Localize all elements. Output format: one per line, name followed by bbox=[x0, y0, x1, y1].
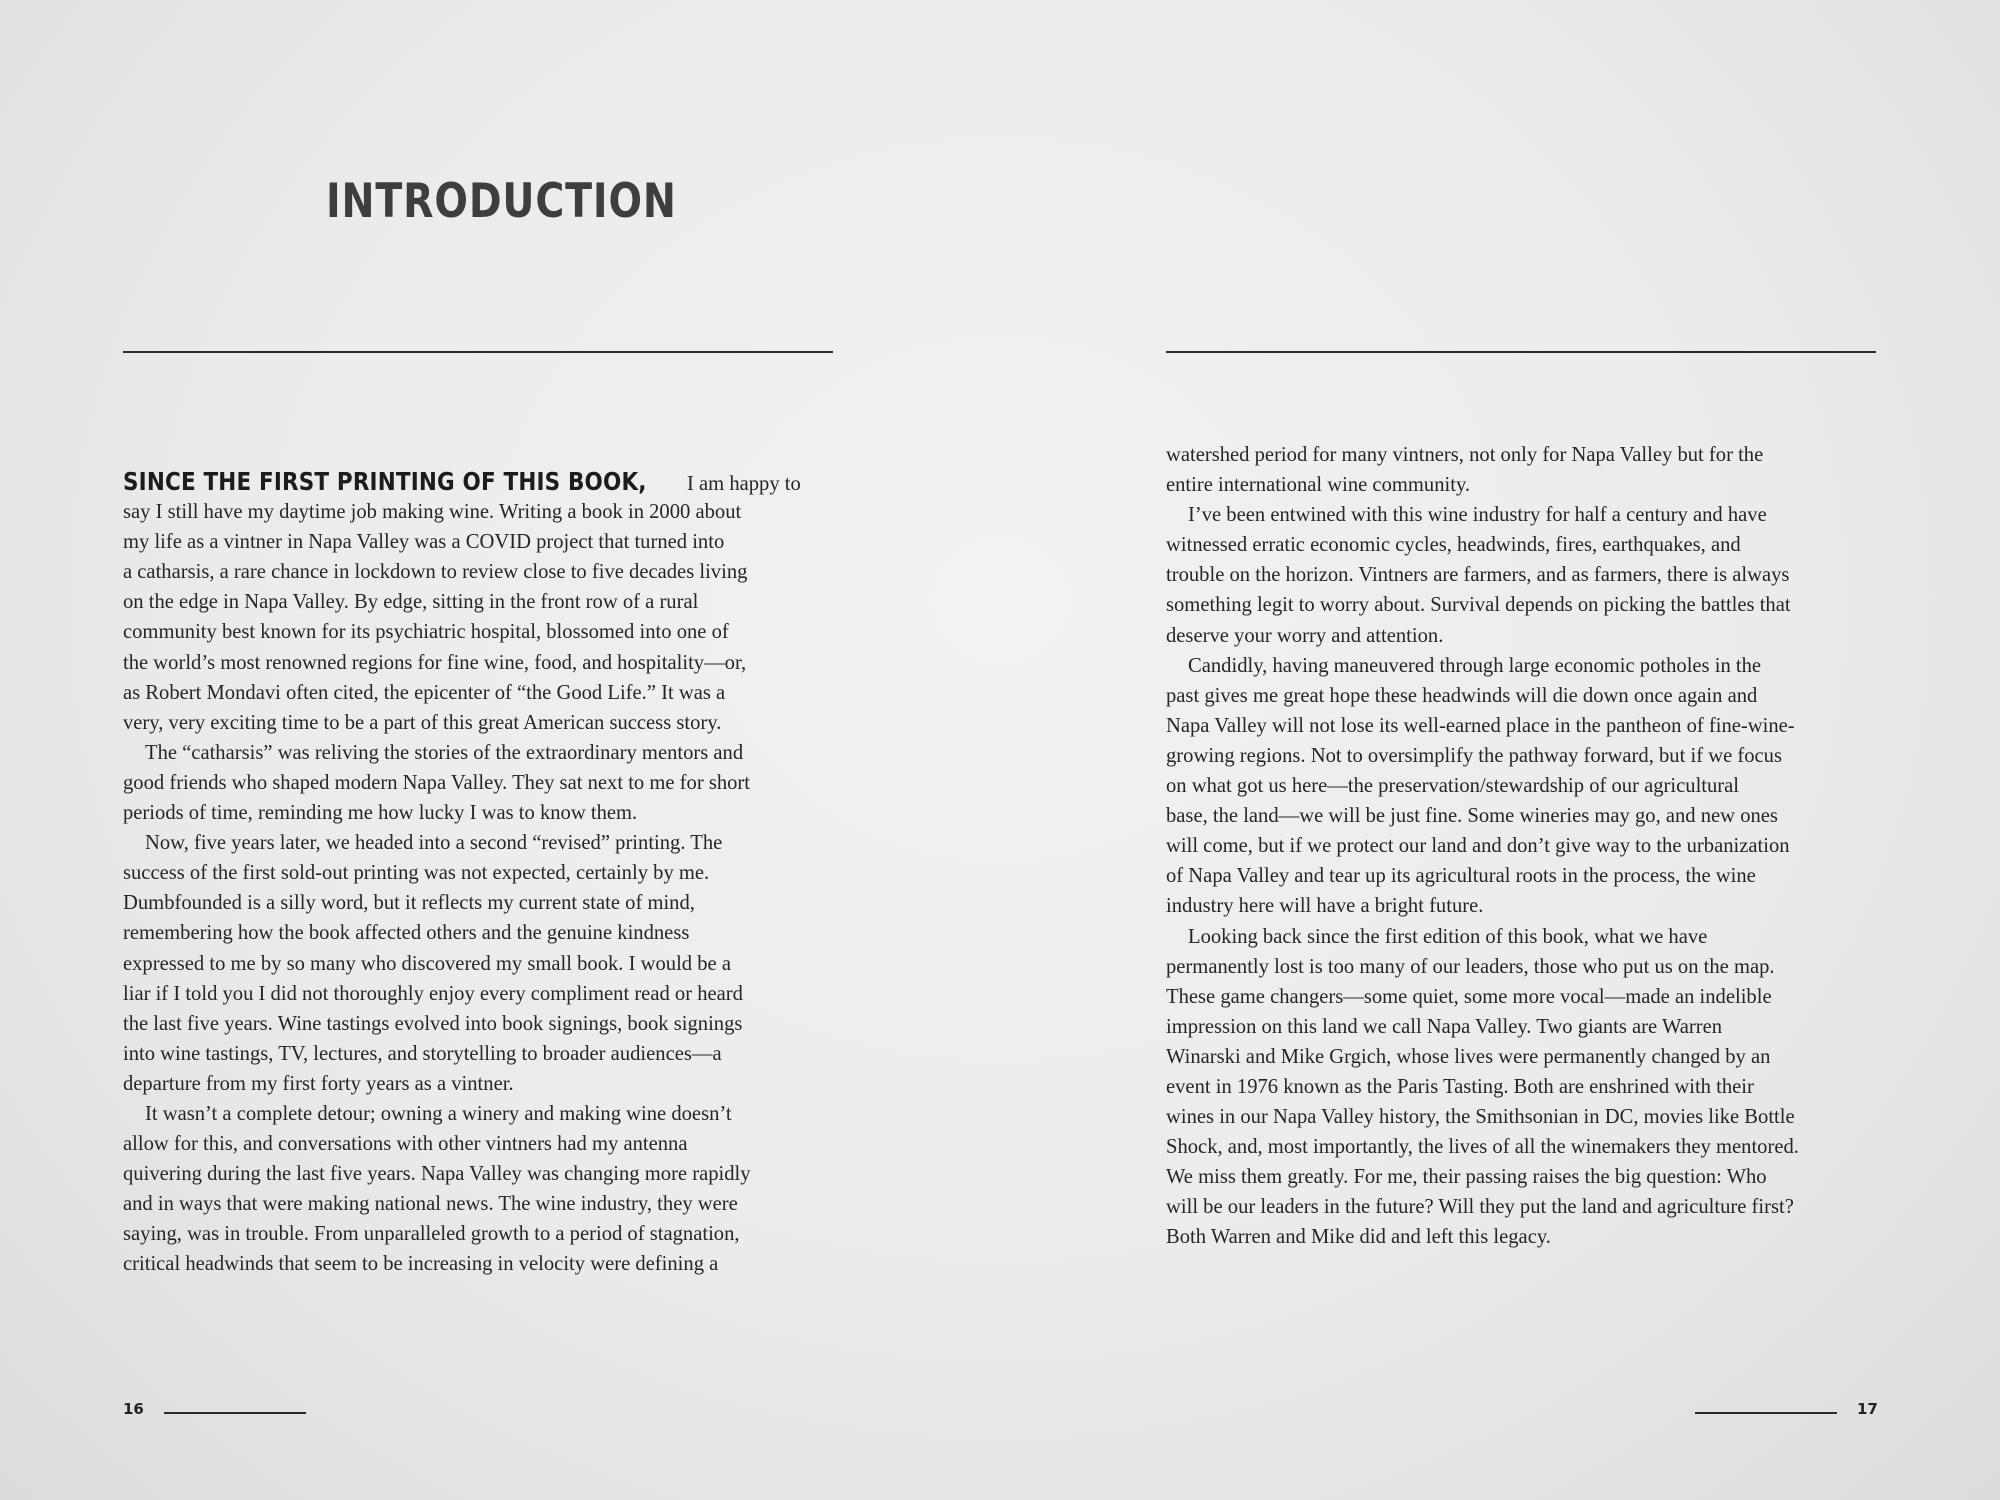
body-line: into wine tastings, TV, lectures, and storytelling to broader audiences—a bbox=[123, 1042, 722, 1065]
body-line: and in ways that were making national news. The wine industry, they were bbox=[123, 1193, 738, 1216]
body-line: a catharsis, a rare chance in lockdown to review close to five decades living bbox=[123, 561, 748, 584]
body-line: deserve your worry and attention. bbox=[1166, 624, 1444, 647]
body-line: base, the land—we will be just fine. Some wineries may go, and new ones bbox=[1166, 805, 1778, 828]
right-header-rule bbox=[1166, 351, 1876, 353]
body-line: Both Warren and Mike did and left this legacy. bbox=[1166, 1226, 1551, 1249]
body-line: Winarski and Mike Grgich, whose lives were permanently changed by an bbox=[1166, 1045, 1771, 1068]
body-line: impression on this land we call Napa Valley. Two giants are Warren bbox=[1166, 1015, 1723, 1038]
body-line: I’ve been entwined with this wine industry for half a century and have bbox=[1188, 504, 1767, 527]
body-line: remembering how the book affected others and the genuine kindness bbox=[123, 922, 690, 945]
body-line: will come, but if we protect our land and don’t give way to the urbanization bbox=[1166, 835, 1790, 858]
right-body-text bbox=[1166, 440, 1876, 1253]
body-line: on the edge in Napa Valley. By edge, sitting in the front row of a rural bbox=[123, 591, 699, 614]
body-line: as Robert Mondavi often cited, the epicenter of “the Good Life.” It was a bbox=[123, 681, 726, 704]
left-header-rule bbox=[123, 351, 833, 353]
body-line: witnessed erratic economic cycles, headwinds, fires, earthquakes, and bbox=[1166, 534, 1741, 557]
body-line: event in 1976 known as the Paris Tasting. Both are enshrined with their bbox=[1166, 1075, 1754, 1098]
chapter-title: INTRODUCTION bbox=[326, 174, 677, 229]
body-line: saying, was in trouble. From unparalleled growth to a period of stagnation, bbox=[123, 1223, 740, 1246]
body-line: allow for this, and conversations with other vintners had my antenna bbox=[123, 1133, 688, 1156]
body-line: periods of time, reminding me how lucky I was to know them. bbox=[123, 802, 638, 825]
body-line: industry here will have a bright future. bbox=[1166, 895, 1484, 918]
body-line: These game changers—some quiet, some more vocal—made an indelible bbox=[1166, 985, 1772, 1008]
body-line: good friends who shaped modern Napa Valley. They sat next to me for short bbox=[123, 771, 751, 794]
body-line-text: I am happy to bbox=[681, 473, 801, 495]
body-line: will be our leaders in the future? Will they put the land and agriculture first? bbox=[1166, 1196, 1794, 1219]
body-line: something legit to worry about. Survival depends on picking the battles that bbox=[1166, 594, 1791, 617]
body-line: the world’s most renowned regions for fine wine, food, and hospitality—or, bbox=[123, 651, 747, 674]
page-number-left: 16 bbox=[123, 1400, 144, 1418]
body-line: liar if I told you I did not thoroughly enjoy every compliment read or heard bbox=[123, 982, 743, 1005]
body-line: of Napa Valley and tear up its agricultural roots in the process, the wine bbox=[1166, 865, 1756, 888]
body-line: Now, five years later, we headed into a second “revised” printing. The bbox=[145, 832, 723, 855]
left-body-text bbox=[123, 467, 833, 1280]
body-line: permanently lost is too many of our leaders, those who put us on the map. bbox=[1166, 955, 1775, 978]
left-footer-rule bbox=[164, 1412, 306, 1414]
body-line: entire international wine community. bbox=[1166, 474, 1471, 497]
body-line: The “catharsis” was reliving the stories of the extraordinary mentors and bbox=[145, 741, 744, 764]
body-line: Napa Valley will not lose its well-earned place in the pantheon of fine-wine- bbox=[1166, 714, 1795, 737]
body-line: community best known for its psychiatric hospital, blossomed into one of bbox=[123, 621, 729, 644]
body-line: Candidly, having maneuvered through large economic potholes in the bbox=[1188, 654, 1762, 677]
right-page bbox=[1000, 0, 2000, 1500]
body-line: very, very exciting time to be a part of this great American success story. bbox=[123, 711, 722, 734]
lead-in: SINCE THE FIRST PRINTING OF THIS BOOK, bbox=[123, 467, 647, 496]
body-line: Shock, and, most importantly, the lives of all the winemakers they mentored. bbox=[1166, 1136, 1799, 1159]
body-line: watershed period for many vintners, not only for Napa Valley but for the bbox=[1166, 444, 1764, 466]
body-line: success of the first sold-out printing was not expected, certainly by me. bbox=[123, 862, 710, 885]
body-line: expressed to me by so many who discovered my small book. I would be a bbox=[123, 952, 731, 975]
body-line: quivering during the last five years. Napa Valley was changing more rapidly bbox=[123, 1163, 751, 1186]
body-line: the last five years. Wine tastings evolved into book signings, book signings bbox=[123, 1012, 743, 1035]
body-line: trouble on the horizon. Vintners are farmers, and as farmers, there is always bbox=[1166, 564, 1790, 587]
body-line: We miss them greatly. For me, their passing raises the big question: Who bbox=[1166, 1166, 1767, 1189]
page-number-right: 17 bbox=[1857, 1400, 1878, 1418]
body-line: critical headwinds that seem to be increasing in velocity were defining a bbox=[123, 1253, 719, 1276]
body-line: Looking back since the first edition of this book, what we have bbox=[1188, 925, 1708, 948]
body-line: growing regions. Not to oversimplify the pathway forward, but if we focus bbox=[1166, 744, 1782, 767]
body-line bbox=[123, 467, 833, 497]
body-line: say I still have my daytime job making wine. Writing a book in 2000 about bbox=[123, 501, 742, 524]
right-footer-rule bbox=[1695, 1412, 1837, 1414]
body-line: on what got us here—the preservation/stewardship of our agricultural bbox=[1166, 775, 1740, 798]
body-line: Dumbfounded is a silly word, but it reflects my current state of mind, bbox=[123, 892, 695, 915]
body-line: wines in our Napa Valley history, the Smithsonian in DC, movies like Bottle bbox=[1166, 1106, 1795, 1129]
body-line: past gives me great hope these headwinds will die down once again and bbox=[1166, 684, 1758, 707]
body-line: departure from my first forty years as a vintner. bbox=[123, 1072, 514, 1095]
body-line: It wasn’t a complete detour; owning a winery and making wine doesn’t bbox=[145, 1102, 732, 1125]
body-line: my life as a vintner in Napa Valley was a COVID project that turned into bbox=[123, 531, 725, 554]
